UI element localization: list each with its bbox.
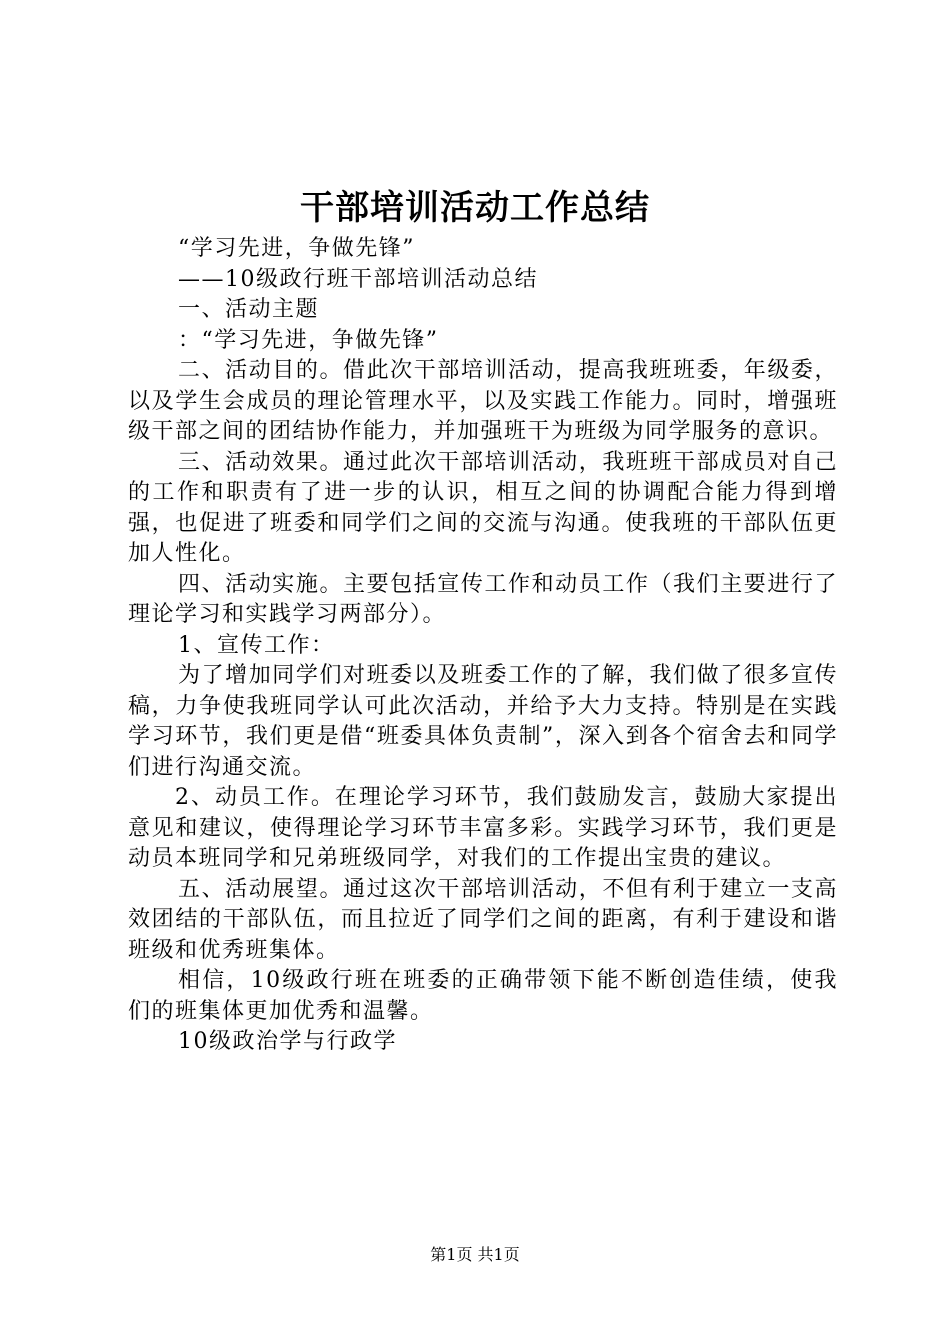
paragraph-purpose: 二、活动目的。借此次干部培训活动，提高我班班委，年级委，以及学生会成员的理论管理水平，以及实践工作能力。同时，增强班级干部之间的团结协作能力，并加强班干为班级为同学服务的意识。 [128,358,838,444]
paragraph-implementation: 四、活动实施。主要包括宣传工作和动员工作（我们主要进行了理论学习和实践学习两部分）。 [128,571,838,627]
theme-text: ：“学习先进，争做先锋” [178,327,439,353]
paragraph-publicity: 为了增加同学们对班委以及班委工作的了解，我们做了很多宣传稿，力争使我班同学认可此次活动，并给予大力支持。特别是在实践学习环节，我们更是借“班委具体负责制”，深入到各个宿舍去和同学们进行沟通交流。 [128,663,838,780]
section-heading-theme: 一、活动主题 [178,297,320,322]
paragraph-effect: 三、活动效果。通过此次干部培训活动，我班班干部成员对自己的工作和职责有了进一步的认识，相互之间的协调配合能力得到增强，也促进了班委和同学们之间的交流与沟通。使我班的干部队伍更加人性化。 [128,449,838,566]
page-footer: 第1页 共1页 [430,1245,520,1264]
paragraph-outlook: 五、活动展望。通过这次干部培训活动，不但有利于建立一支高效团结的干部队伍，而且拉近了同学们之间的距离，有利于建设和谐班级和优秀班集体。 [128,876,838,963]
subheading-publicity: 1、宣传工作： [178,632,335,658]
document-title: 干部培训活动工作总结 [300,188,650,228]
document-body [128,234,838,1058]
paragraph-mobilization: 2、动员工作。在理论学习环节，我们鼓励发言，鼓励大家提出意见和建议，使得理论学习环节丰富多彩。实践学习环节，我们更是动员本班同学和兄弟班级同学，对我们的工作提出宝贵的建议。 [128,785,838,871]
paragraph-closing: 相信，10级政行班在班委的正确带领下能不断创造佳绩，使我们的班集体更加优秀和温馨。 [128,968,838,1024]
subtitle-slogan: “学习先进，争做先锋” [178,236,415,261]
signature-class: 10级政治学与行政学 [178,1029,397,1054]
subtitle-summary: ——10级政行班干部培训活动总结 [178,266,538,292]
